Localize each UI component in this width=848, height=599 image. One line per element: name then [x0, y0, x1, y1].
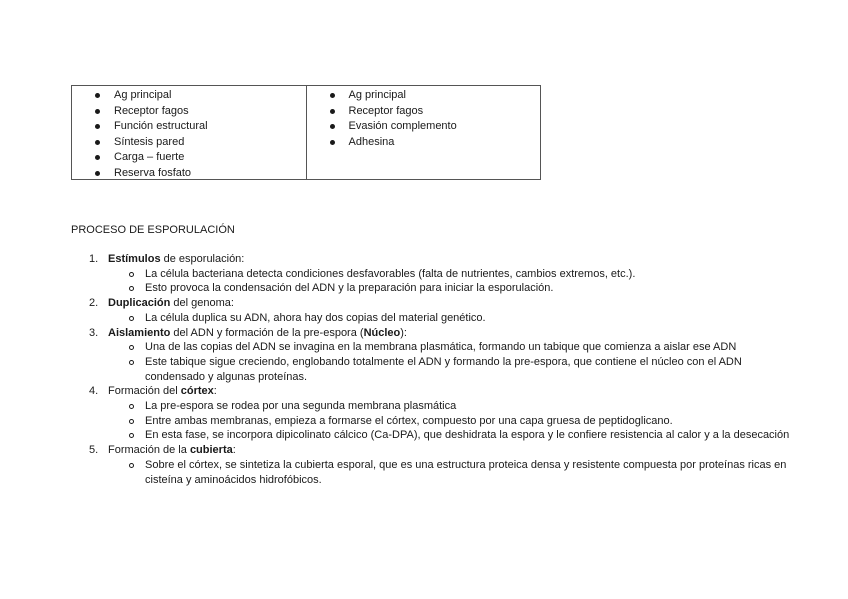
table-column-right: [306, 86, 541, 179]
list-item: Función estructural: [72, 119, 306, 135]
step-title: 1. Estímulos de esporulación:: [89, 253, 245, 265]
step-coat: [71, 443, 791, 487]
step-title: 2. Duplicación del genoma:: [89, 297, 234, 310]
step-isolation: [71, 326, 791, 385]
list-item: Reserva fosfato: [72, 166, 306, 182]
sub-item: Entre ambas membranas, empieza a formarse el córtex, compuesto por una capa gruesa de peptidoglicano.: [108, 414, 791, 429]
step-number: 5.: [89, 444, 99, 457]
circle-bullet-icon: [129, 360, 134, 365]
circle-bullet-icon: [129, 272, 134, 277]
bullet-icon: [95, 140, 100, 145]
circle-bullet-icon: [129, 286, 134, 291]
bullet-icon: [95, 155, 100, 160]
circle-bullet-icon: [129, 463, 134, 468]
bullet-icon: [95, 171, 100, 176]
step-stimuli: [71, 252, 791, 296]
sub-item: La célula bacteriana detecta condiciones desfavorables (falta de nutrientes, cambios extremos, etc.).: [108, 267, 791, 282]
table-column-left: [72, 86, 306, 179]
step-number: 3.: [89, 326, 99, 339]
step-number: 2.: [89, 297, 99, 310]
list-item: Carga – fuerte: [72, 150, 306, 166]
step-title: 5. Formación de la cubierta:: [89, 444, 236, 457]
bullet-icon: [330, 109, 335, 114]
bullet-icon: [95, 93, 100, 98]
circle-bullet-icon: [129, 404, 134, 409]
list-item: Ag principal: [72, 88, 306, 104]
sub-item: Sobre el córtex, se sintetiza la cubierta esporal, que es una estructura proteica densa y resistente compuesta por proteínas ricas en cisteína y aminoácidos hidrofóbicos.: [108, 458, 791, 487]
step-cortex: [71, 384, 791, 443]
bullet-icon: [330, 93, 335, 98]
list-item: Síntesis pared: [72, 135, 306, 151]
list-item: Adhesina: [307, 135, 541, 151]
section-heading: PROCESO DE ESPORULACIÓN: [71, 224, 235, 236]
bullet-icon: [95, 109, 100, 114]
list-item: Ag principal: [307, 88, 541, 104]
sub-item: En esta fase, se incorpora dipicolinato cálcico (Ca-DPA), que deshidrata la espora y le confiere resistencia al calor y a la desecación: [108, 428, 791, 443]
bullet-icon: [330, 124, 335, 129]
sub-item: La pre-espora se rodea por una segunda membrana plasmática: [108, 399, 791, 414]
sub-item: Una de las copias del ADN se invagina en la membrana plasmática, formando un tabique que comienza a aislar ese ADN: [108, 340, 791, 355]
sub-item: Este tabique sigue creciendo, englobando totalmente el ADN y formando la pre-espora, que contiene el núcleo con el ADN condensado y algunas proteínas.: [108, 355, 791, 384]
step-number: 4.: [89, 385, 99, 398]
step-duplication: [71, 296, 791, 325]
bullet-icon: [95, 124, 100, 129]
circle-bullet-icon: [129, 345, 134, 350]
circle-bullet-icon: [129, 433, 134, 438]
step-title: 4. Formación del córtex:: [89, 385, 217, 398]
comparison-table: [71, 85, 541, 180]
circle-bullet-icon: [129, 316, 134, 321]
list-item: Receptor fagos: [307, 104, 541, 120]
circle-bullet-icon: [129, 419, 134, 424]
bullet-icon: [330, 140, 335, 145]
step-title: 3. Aislamiento del ADN y formación de la pre-espora (Núcleo):: [89, 326, 407, 339]
list-item: Receptor fagos: [72, 104, 306, 120]
sub-item: Esto provoca la condensación del ADN y la preparación para iniciar la esporulación.: [108, 281, 791, 296]
step-number: 1.: [89, 253, 99, 265]
sub-item: La célula duplica su ADN, ahora hay dos copias del material genético.: [108, 311, 791, 326]
steps-list: [71, 252, 791, 487]
list-item: Evasión complemento: [307, 119, 541, 135]
